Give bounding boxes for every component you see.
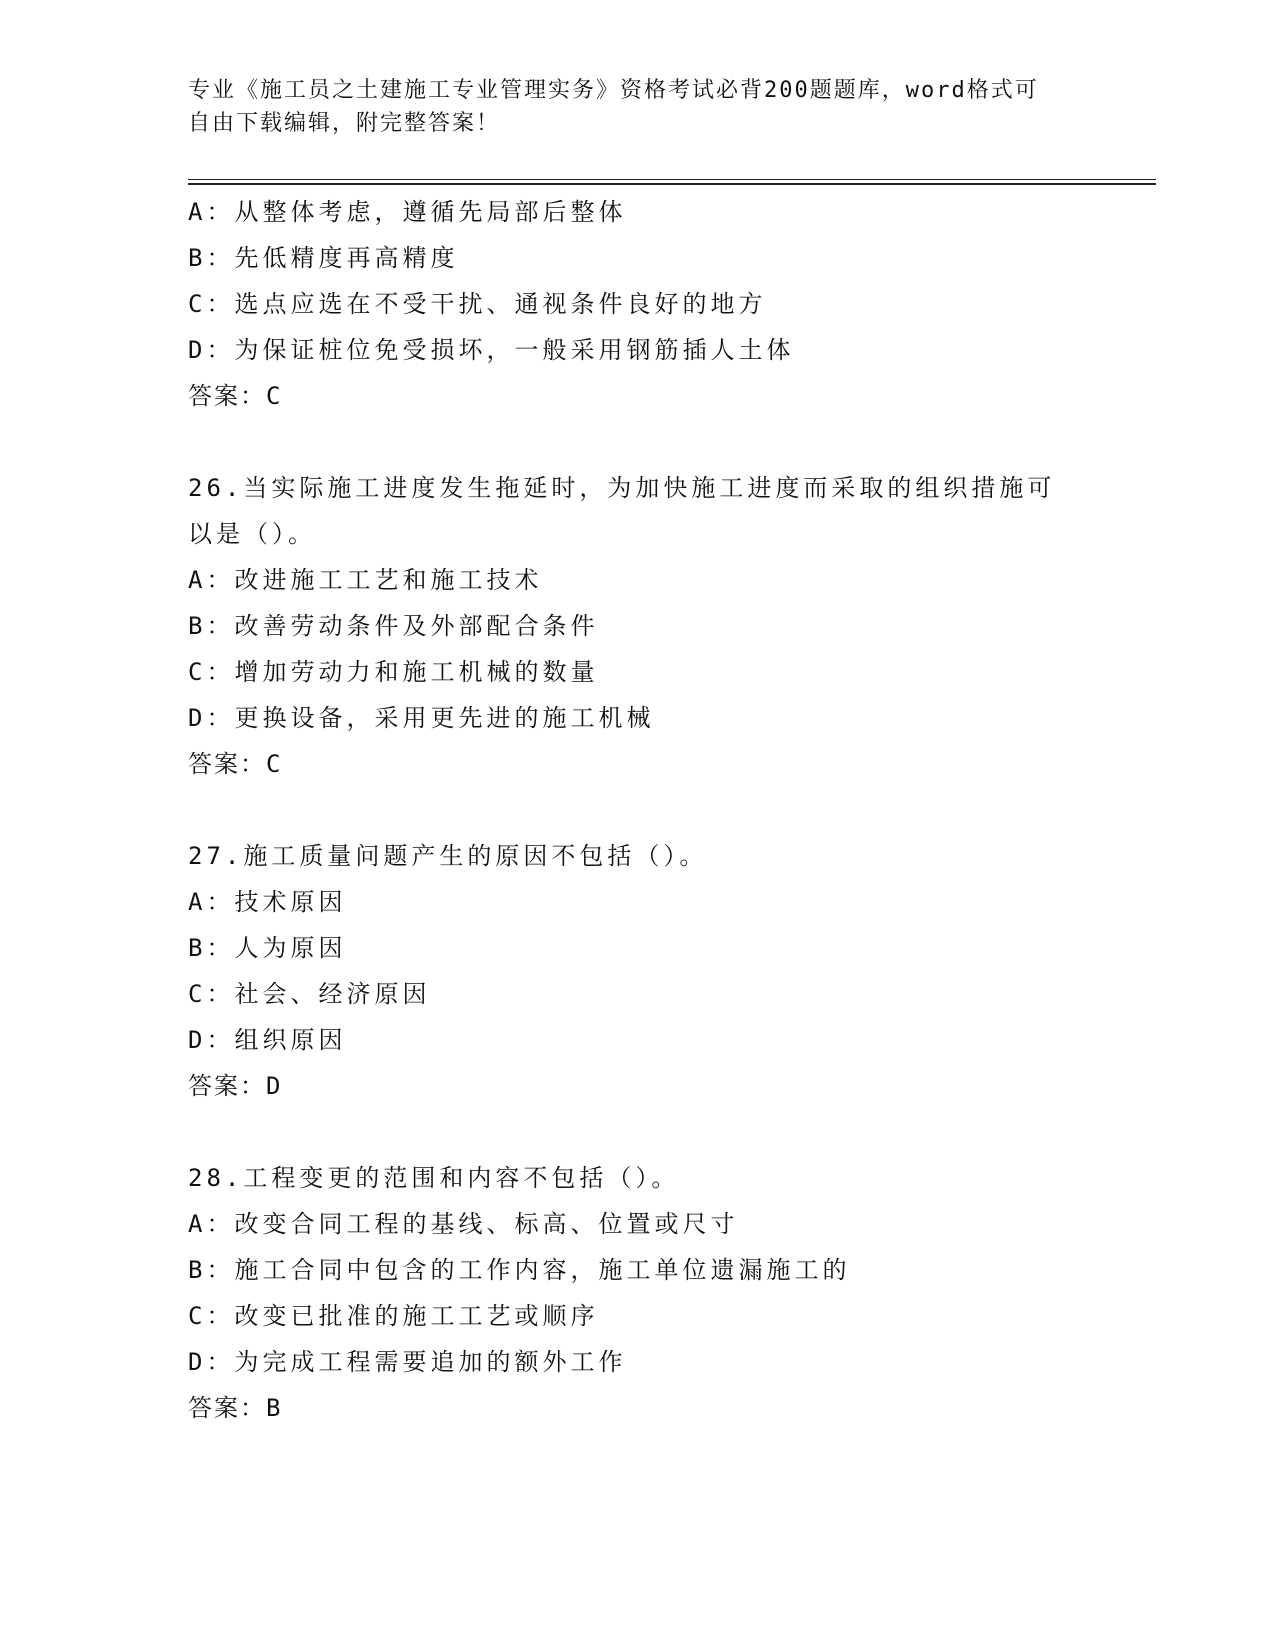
question-28 bbox=[188, 1155, 1148, 1431]
header-divider-thick bbox=[188, 183, 1156, 185]
answer-label: 答案： bbox=[188, 1394, 266, 1422]
answer-value: C bbox=[266, 382, 285, 410]
option-a: A：从整体考虑，遵循先局部后整体 bbox=[188, 198, 627, 226]
question-26 bbox=[188, 465, 1148, 787]
option-a: A：改变合同工程的基线、标高、位置或尺寸 bbox=[188, 1210, 739, 1238]
answer-label: 答案： bbox=[188, 1072, 266, 1100]
header-line-1: 专业《施工员之土建施工专业管理实务》资格考试必背200题题库，word格式可 bbox=[188, 78, 1039, 103]
header-divider-thin bbox=[188, 179, 1156, 180]
spacer bbox=[188, 419, 1148, 465]
answer-value: B bbox=[266, 1394, 285, 1422]
answer-label: 答案： bbox=[188, 382, 266, 410]
answer-value: D bbox=[266, 1072, 285, 1100]
spacer bbox=[188, 1109, 1148, 1155]
option-b: B：施工合同中包含的工作内容，施工单位遗漏施工的 bbox=[188, 1256, 851, 1284]
option-a: A：改进施工工艺和施工技术 bbox=[188, 566, 543, 594]
option-c: C：改变已批准的施工工艺或顺序 bbox=[188, 1302, 599, 1330]
option-d: D：组织原因 bbox=[188, 1026, 347, 1054]
spacer bbox=[188, 787, 1148, 833]
answer bbox=[188, 373, 1148, 419]
question-25 bbox=[188, 189, 1148, 419]
option-d: D：更换设备，采用更先进的施工机械 bbox=[188, 704, 655, 732]
option-d: D：为完成工程需要追加的额外工作 bbox=[188, 1348, 627, 1376]
question-stem-line-2: 以是（）。 bbox=[188, 520, 316, 548]
option-a: A：技术原因 bbox=[188, 888, 347, 916]
question-27 bbox=[188, 833, 1148, 1109]
question-stem-line-1: 26.当实际施工进度发生拖延时，为加快施工进度而采取的组织措施可 bbox=[188, 474, 1056, 502]
option-b: B：改善劳动条件及外部配合条件 bbox=[188, 612, 599, 640]
question-stem: 27.施工质量问题产生的原因不包括（）。 bbox=[188, 842, 708, 870]
option-c: C：社会、经济原因 bbox=[188, 980, 431, 1008]
answer bbox=[188, 1063, 1148, 1109]
option-c: C：增加劳动力和施工机械的数量 bbox=[188, 658, 599, 686]
answer bbox=[188, 1385, 1148, 1431]
answer-label: 答案： bbox=[188, 750, 266, 778]
option-c: C：选点应选在不受干扰、通视条件良好的地方 bbox=[188, 290, 767, 318]
option-d: D：为保证桩位免受损坏，一般采用钢筋插人土体 bbox=[188, 336, 795, 364]
answer bbox=[188, 741, 1148, 787]
question-stem: 28.工程变更的范围和内容不包括（）。 bbox=[188, 1164, 680, 1192]
document-header bbox=[188, 74, 1088, 140]
header-line-2: 自由下载编辑，附完整答案！ bbox=[188, 111, 501, 136]
option-b: B：人为原因 bbox=[188, 934, 347, 962]
answer-value: C bbox=[266, 750, 285, 778]
question-list bbox=[188, 189, 1148, 1431]
option-b: B：先低精度再高精度 bbox=[188, 244, 459, 272]
